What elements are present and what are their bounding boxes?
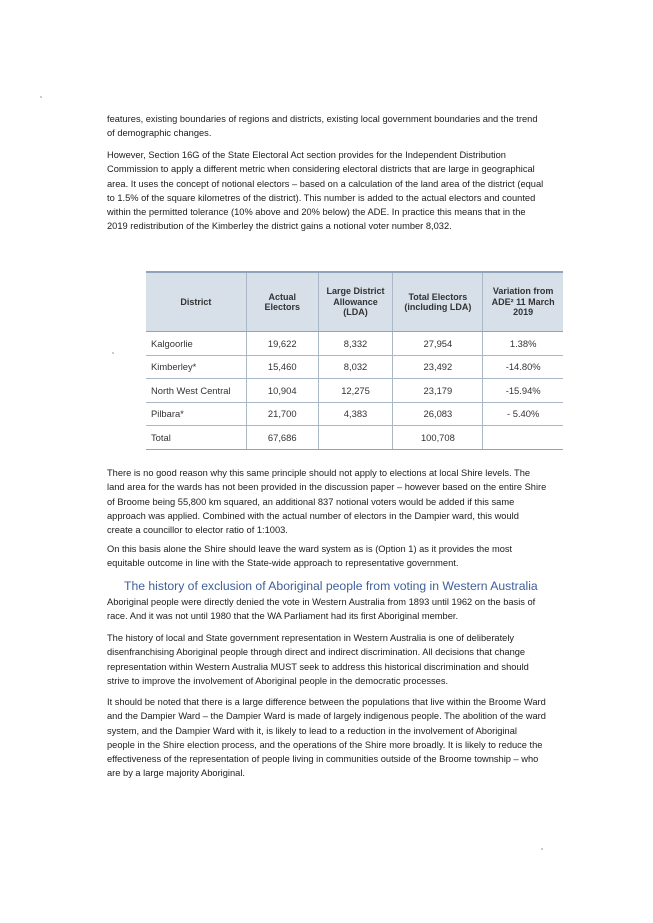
- table-header-row: [146, 272, 563, 332]
- table-row: [146, 379, 563, 403]
- cell-district: North West Central: [146, 379, 246, 403]
- header-lda: Large District Allowance (LDA): [318, 272, 393, 332]
- cell-total: 100,708: [393, 426, 483, 450]
- cell-district: Kimberley*: [146, 355, 246, 379]
- cell-total: 26,083: [393, 402, 483, 426]
- cell-actual: 15,460: [246, 355, 318, 379]
- table-total-row: [146, 426, 563, 450]
- cell-lda: 4,383: [318, 402, 393, 426]
- header-variation: Variation from ADE² 11 March 2019: [483, 272, 563, 332]
- cell-variation: -15.94%: [483, 379, 563, 403]
- paragraph-representation-history: The history of local and State government representation in Western Australia is one of deliberately disenfranchising Aboriginal people through direct and indirect discrimination. All decisions that change representation within Western Australia MUST seek to address this historical discrimination and should strive to improve the involvement of Aboriginal people in the democratic processes.: [107, 633, 529, 686]
- cell-actual: 19,622: [246, 332, 318, 356]
- cell-variation: -14.80%: [483, 355, 563, 379]
- section-heading: The history of exclusion of Aboriginal people from voting in Western Australia: [124, 579, 538, 593]
- table-row: [146, 355, 563, 379]
- cell-lda: 8,332: [318, 332, 393, 356]
- cell-lda: 8,032: [318, 355, 393, 379]
- header-total-electors: Total Electors (including LDA): [393, 272, 483, 332]
- cell-total: 23,179: [393, 379, 483, 403]
- paragraph-option-1: On this basis alone the Shire should leave the ward system as is (Option 1) as it provides the most equitable outcome in line with the State-wide approach to representative government.: [107, 544, 513, 569]
- paragraph-demographic-factors: features, existing boundaries of regions and districts, existing local government boundaries and the trend of demographic changes.: [107, 114, 538, 139]
- cell-lda: 12,275: [318, 379, 393, 403]
- scan-speck: [112, 352, 114, 354]
- paragraph-denied-vote: Aboriginal people were directly denied the vote in Western Australia from 1893 until 1962 on the basis of race. And it was not until 1980 that the WA Parliament had its first Aboriginal member.: [107, 597, 536, 622]
- cell-variation: 1.38%: [483, 332, 563, 356]
- cell-district: Kalgoorlie: [146, 332, 246, 356]
- cell-actual: 67,686: [246, 426, 318, 450]
- header-district: District: [146, 272, 246, 332]
- district-table: [146, 271, 563, 450]
- paragraph-shire-levels: There is no good reason why this same principle should not apply to elections at local Shire levels. The land area for the wards has not been provided in the discussion paper – however based on the entire Shire of Broome being 55,800 km squared, an additional 837 notional voters would be added if this same approach was applied. Combined with the actual number of electors in the Dampier ward, this would create a councillor to elector ratio of 1:1003.: [107, 468, 547, 536]
- cell-actual: 21,700: [246, 402, 318, 426]
- cell-total: 23,492: [393, 355, 483, 379]
- cell-lda: [318, 426, 393, 450]
- table-row: [146, 332, 563, 356]
- cell-variation: [483, 426, 563, 450]
- cell-variation: - 5.40%: [483, 402, 563, 426]
- header-actual-electors: Actual Electors: [246, 272, 318, 332]
- cell-total: 27,954: [393, 332, 483, 356]
- cell-actual: 10,904: [246, 379, 318, 403]
- scan-speck: [40, 96, 42, 98]
- cell-district: Pilbara*: [146, 402, 246, 426]
- table-row: [146, 402, 563, 426]
- paragraph-ward-populations: It should be noted that there is a large difference between the populations that live within the Broome Ward and the Dampier Ward – the Dampier Ward is made of largely indigenous people. The abolition of the ward system, and the Dampier Ward with it, is likely to lead to a reduction in the involvement of Aboriginal people in the Shire election process, and the operations of the Shire more broadly. It is likely to reduce the effectiveness of the representation of people living in communities outside of the Broome township – who are by a large majority Aboriginal.: [107, 697, 546, 779]
- paragraph-section-16g: However, Section 16G of the State Electoral Act section provides for the Independent Distribution Commission to apply a different metric when considering electoral districts that are large in geographical area. It uses the concept of notional electors – based on a calculation of the land area of the district (equal to 1.5% of the square kilometres of the district). This number is added to the actual electors and counted within the permitted tolerance (10% above and 20% below) the ADE. In practice this means that in the 2019 redistribution of the Kimberley the district gains a notional voter number 8,032.: [107, 150, 544, 232]
- scan-speck: [541, 848, 543, 850]
- cell-district: Total: [146, 426, 246, 450]
